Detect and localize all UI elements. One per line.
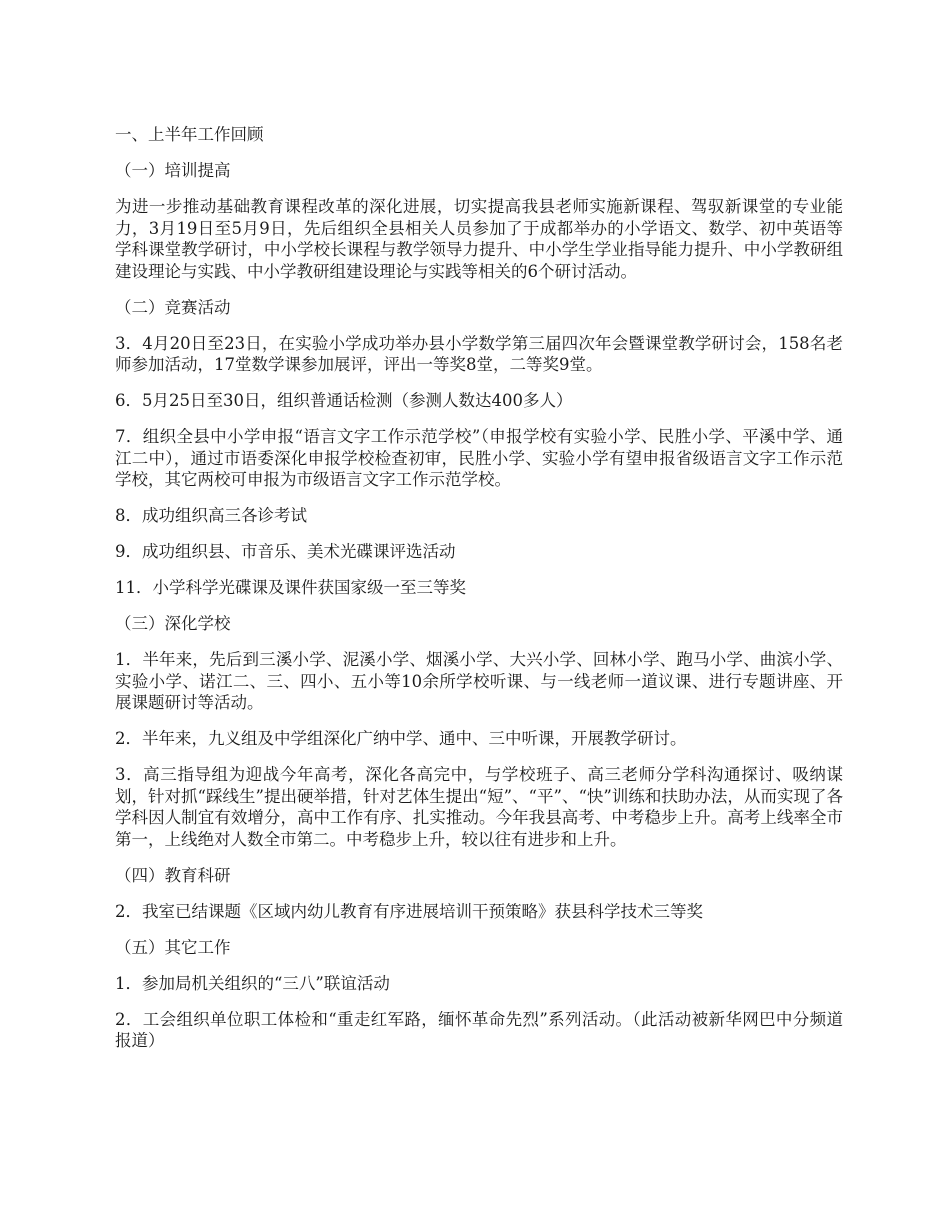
list-item: 6．5月25日至30日，组织普通话检测（参测人数达400多人） <box>115 391 573 410</box>
list-item: 9．成功组织县、市音乐、美术光碟课评选活动 <box>115 542 456 561</box>
subsection-heading: （三）深化学校 <box>115 614 231 633</box>
list-item: 3．高三指导组为迎战今年高考，深化各高完中，与学校班子、高三老师分学科沟通探讨、吸纳谋划，针对抓“踩线生”提出硬举措，针对艺体生提出“短”、“平”、“快”训练和扶助办法，从而实现了各学科因人制宜有效增分，高中工作有序、扎实推动。今年我县高考、中考稳步上升。高考上线率全市第一，上线绝对人数全市第二。中考稳步上升，较以往有进步和上升。 <box>115 765 843 849</box>
subsection-heading: （四）教育科研 <box>115 865 231 885</box>
list-item: 2．工会组织单位职工体检和“重走红军路，缅怀革命先烈”系列活动。（此活动被新华网巴中分频道报道） <box>115 1009 843 1050</box>
subsection-heading: （二）竞赛活动 <box>115 297 231 317</box>
subsection-heading: （一）培训提高 <box>115 161 231 180</box>
list-item: 1．参加局机关组织的“三八”联谊活动 <box>115 973 390 993</box>
section-heading: 一、上半年工作回顾 <box>115 125 264 144</box>
subsection-heading: （五）其它工作 <box>115 937 231 957</box>
body-paragraph: 为进一步推动基础教育课程改革的深化进展，切实提高我县老师实施新课程、驾驭新课堂的专业能力，3月19日至5月9日，先后组织全县相关人员参加了于成都举办的小学语文、数学、初中英语等学科课堂教学研讨，中小学校长课程与教学领导力提升、中小学生学业指导能力提升、中小学教研组建设理论与实践、中小学教研组建设理论与实践等相关的6个研讨活动。 <box>115 197 843 281</box>
document-body <box>115 124 843 1066</box>
list-item: 8．成功组织高三各诊考试 <box>115 506 307 525</box>
list-item: 2．半年来，九义组及中学组深化广纳中学、通中、三中听课，开展教学研讨。 <box>115 729 687 748</box>
list-item: 1．半年来，先后到三溪小学、泥溪小学、烟溪小学、大兴小学、回林小学、跑马小学、曲滨小学、实验小学、诺江二、三、四小、五小等10余所学校听课、与一线老师一道议课、进行专题讲座、开展课题研讨等活动。 <box>115 650 843 712</box>
list-item: 11．小学科学光碟课及课件获国家级一至三等奖 <box>115 578 466 597</box>
list-item: 7．组织全县中小学申报“语言文字工作示范学校”（申报学校有实验小学、民胜小学、平溪中学、通江二中），通过市语委深化申报学校检查初审，民胜小学、实验小学有望申报省级语言文字工作示范学校，其它两校可申报为市级语言文字工作示范学校。 <box>115 427 843 489</box>
list-item: 2．我室已结课题《区域内幼儿教育有序进展培训干预策略》获县科学技术三等奖 <box>115 901 703 921</box>
list-item: 3．4月20日至23日，在实验小学成功举办县小学数学第三届四次年会暨课堂教学研讨会，158名老师参加活动，17堂数学课参加展评，评出一等奖8堂，二等奖9堂。 <box>115 333 843 374</box>
